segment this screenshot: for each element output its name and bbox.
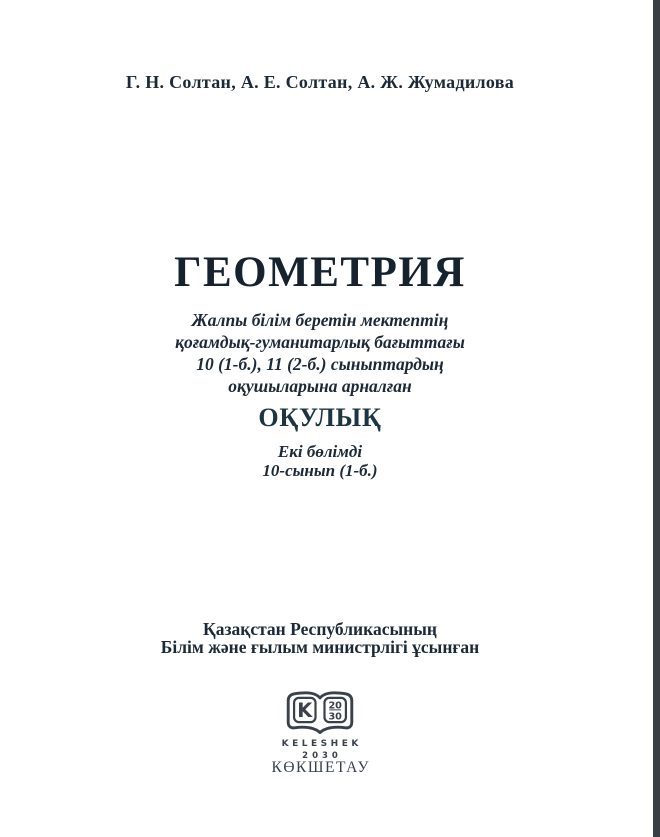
approval-line: Қазақстан Республикасының bbox=[203, 619, 437, 639]
subtitle-line: оқушыларына арналған bbox=[228, 376, 412, 396]
authors-line: Г. Н. Солтан, А. Е. Солтан, А. Ж. Жумадилова bbox=[125, 72, 515, 92]
subtitle-line: Жалпы білім беретін мектептің bbox=[191, 310, 449, 330]
edition-block bbox=[0, 443, 640, 480]
subtitle-line: қоғамдық-гуманитарлық бағыттағы bbox=[175, 332, 465, 352]
publisher-city: КӨКШЕТАУ bbox=[271, 759, 370, 776]
book-title: ГЕОМЕТРИЯ bbox=[174, 249, 466, 296]
logo-year-bottom: 30 bbox=[328, 711, 342, 723]
approval-block bbox=[0, 621, 640, 657]
approval-line: Білім және ғылым министрлігі ұсынған bbox=[160, 636, 480, 657]
book-type-label: ОҚУЛЫҚ bbox=[258, 403, 382, 432]
logo-year-top: 20 bbox=[328, 700, 342, 712]
edition-line: 10-сынып (1-б.) bbox=[262, 460, 378, 480]
subtitle-line: 10 (1-б.), 11 (2-б.) сыныптардың bbox=[196, 354, 444, 374]
publisher-brand-text: KELESHEK bbox=[281, 739, 362, 749]
subtitle-block bbox=[0, 309, 640, 397]
logo-letter-k: K bbox=[297, 698, 313, 722]
page-right-edge-strip bbox=[653, 0, 660, 837]
open-book-icon bbox=[284, 691, 356, 738]
edition-line: Екі бөлімді bbox=[277, 442, 363, 461]
publisher-logo bbox=[0, 691, 640, 739]
publisher-brand-year: 2030 bbox=[302, 751, 342, 761]
